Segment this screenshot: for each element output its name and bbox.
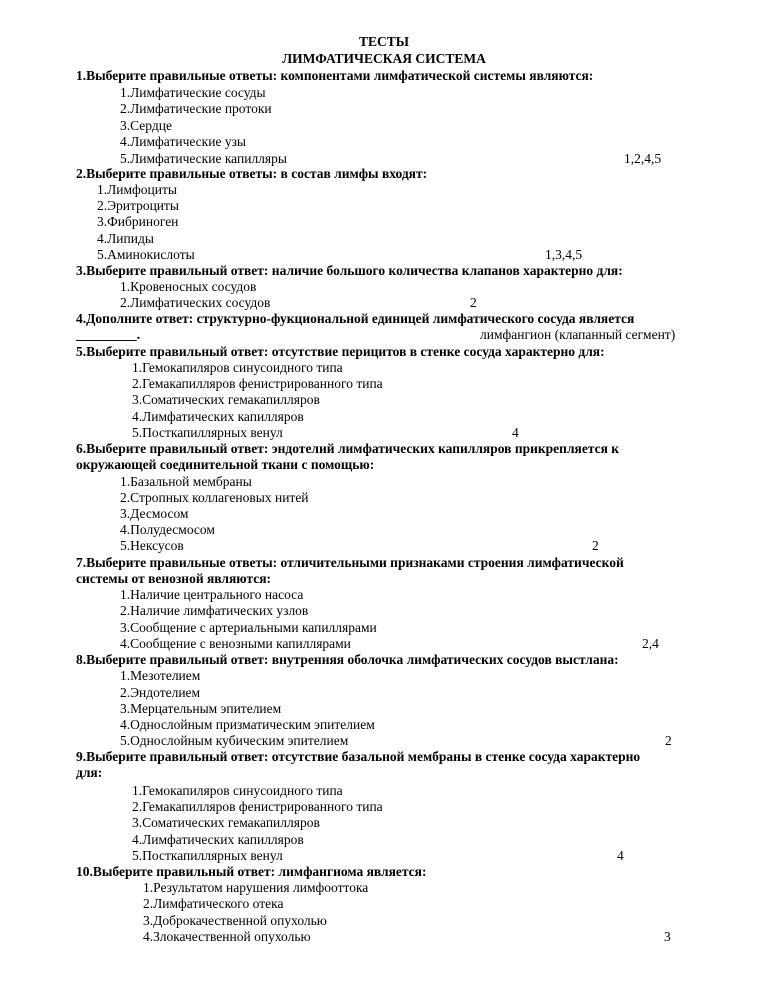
q5-option-2: 2.Гемакапилляров фенистрированного типа [132,376,383,391]
question-9-cont: для: [76,765,103,780]
q9-option-1: 1.Гемокапиляров синусоидного типа [132,783,343,798]
question-7: 7.Выберите правильные ответы: отличительными признаками строения лимфатической [76,555,624,570]
q1-option-1: 1.Лимфатические сосуды [120,85,266,100]
q10-option-4: 4.Злокачественной опухолью [143,929,311,944]
q2-option-1: 1.Лимфоциты [97,182,177,197]
q6-option-3: 3.Десмосом [120,506,189,521]
q5-option-5: 5.Посткапиллярных венул [132,425,283,440]
q5-option-4: 4.Лимфатических капилляров [132,409,304,424]
question-3: 3.Выберите правильный ответ: наличие большого количества клапанов характерно для: [76,263,623,278]
q6-option-2: 2.Стропных коллагеновых нитей [120,490,309,505]
q9-answer: 4 [617,848,624,863]
q7-option-2: 2.Наличие лимфатических узлов [120,603,309,618]
q5-option-3: 3.Соматических гемакапилляров [132,392,320,407]
question-6-cont: окружающей соединительной ткани с помощью: [76,457,375,472]
q5-option-1: 1.Гемокапиляров синусоидного типа [132,360,343,375]
q8-option-1: 1.Мезотелием [120,668,201,683]
q9-option-4: 4.Лимфатических капилляров [132,832,304,847]
question-5: 5.Выберите правильный ответ: отсутствие перицитов в стенке сосуда характерно для: [76,344,605,359]
q6-option-1: 1.Базальной мембраны [120,474,252,489]
question-8: 8.Выберите правильный ответ: внутренняя оболочка лимфатических сосудов выстлана: [76,652,619,667]
question-2: 2.Выберите правильные ответы: в состав лимфы входят: [76,166,428,181]
q2-option-2: 2.Эритроциты [97,198,179,213]
q1-answer: 1,2,4,5 [624,151,662,166]
q8-option-4: 4.Однослойным призматическим эпителием [120,717,375,732]
question-7-cont: системы от венозной являются: [76,571,272,586]
q6-option-5: 5.Нексусов [120,538,184,553]
q8-option-3: 3.Мерцательным эпителием [120,701,282,716]
q3-answer: 2 [470,295,477,310]
q1-option-4: 4.Лимфатические узы [120,134,246,149]
document-subtitle: ЛИМФАТИЧЕСКАЯ СИСТЕМА [282,51,486,66]
question-10: 10.Выберите правильный ответ: лимфангиома является: [76,864,427,879]
q5-answer: 4 [512,425,519,440]
question-9: 9.Выберите правильный ответ: отсутствие базальной мембраны в стенке сосуда характерно [76,749,641,764]
q2-answer: 1,3,4,5 [545,247,583,262]
q2-option-5: 5.Аминокислоты [97,247,195,262]
question-1: 1.Выберите правильные ответы: компонентами лимфатической системы являются: [76,68,594,83]
question-6: 6.Выберите правильный ответ: эндотелий лимфатических капилляров прикрепляется к [76,441,620,456]
q10-option-1: 1.Результатом нарушения лимфооттока [143,880,369,895]
q7-answer: 2,4 [642,636,659,651]
q10-answer: 3 [664,929,671,944]
q1-option-2: 2.Лимфатические протоки [120,101,272,116]
q7-option-1: 1.Наличие центрального насоса [120,587,304,602]
q7-option-3: 3.Сообщение с артериальными капиллярами [120,620,377,635]
q10-option-3: 3.Доброкачественной опухолью [143,913,327,928]
q9-option-5: 5.Посткапиллярных венул [132,848,283,863]
q2-option-3: 3.Фибриноген [97,214,179,229]
q2-option-4: 4.Липиды [97,231,154,246]
q8-option-5: 5.Однослойным кубическим эпителием [120,733,349,748]
q9-option-2: 2.Гемакапилляров фенистрированного типа [132,799,383,814]
q1-option-5: 5.Лимфатические капилляры [120,151,287,166]
q6-option-4: 4.Полудесмосом [120,522,215,537]
question-4-blank: _________. [76,327,141,342]
q4-answer: лимфангион (клапанный сегмент) [480,327,676,342]
q3-option-1: 1.Кровеносных сосудов [120,279,257,294]
q8-answer: 2 [665,733,672,748]
q3-option-2: 2.Лимфатических сосудов [120,295,271,310]
q7-option-4: 4.Сообщение с венозными капиллярами [120,636,351,651]
q6-answer: 2 [592,538,599,553]
q8-option-2: 2.Эндотелием [120,685,201,700]
q9-option-3: 3.Соматических гемакапилляров [132,815,320,830]
q10-option-2: 2.Лимфатического отека [143,896,284,911]
document-title: ТЕСТЫ [358,34,410,49]
question-4: 4.Дополните ответ: структурно-фукциональной единицей лимфатического сосуда является [76,311,635,326]
q1-option-3: 3.Сердце [120,118,172,133]
